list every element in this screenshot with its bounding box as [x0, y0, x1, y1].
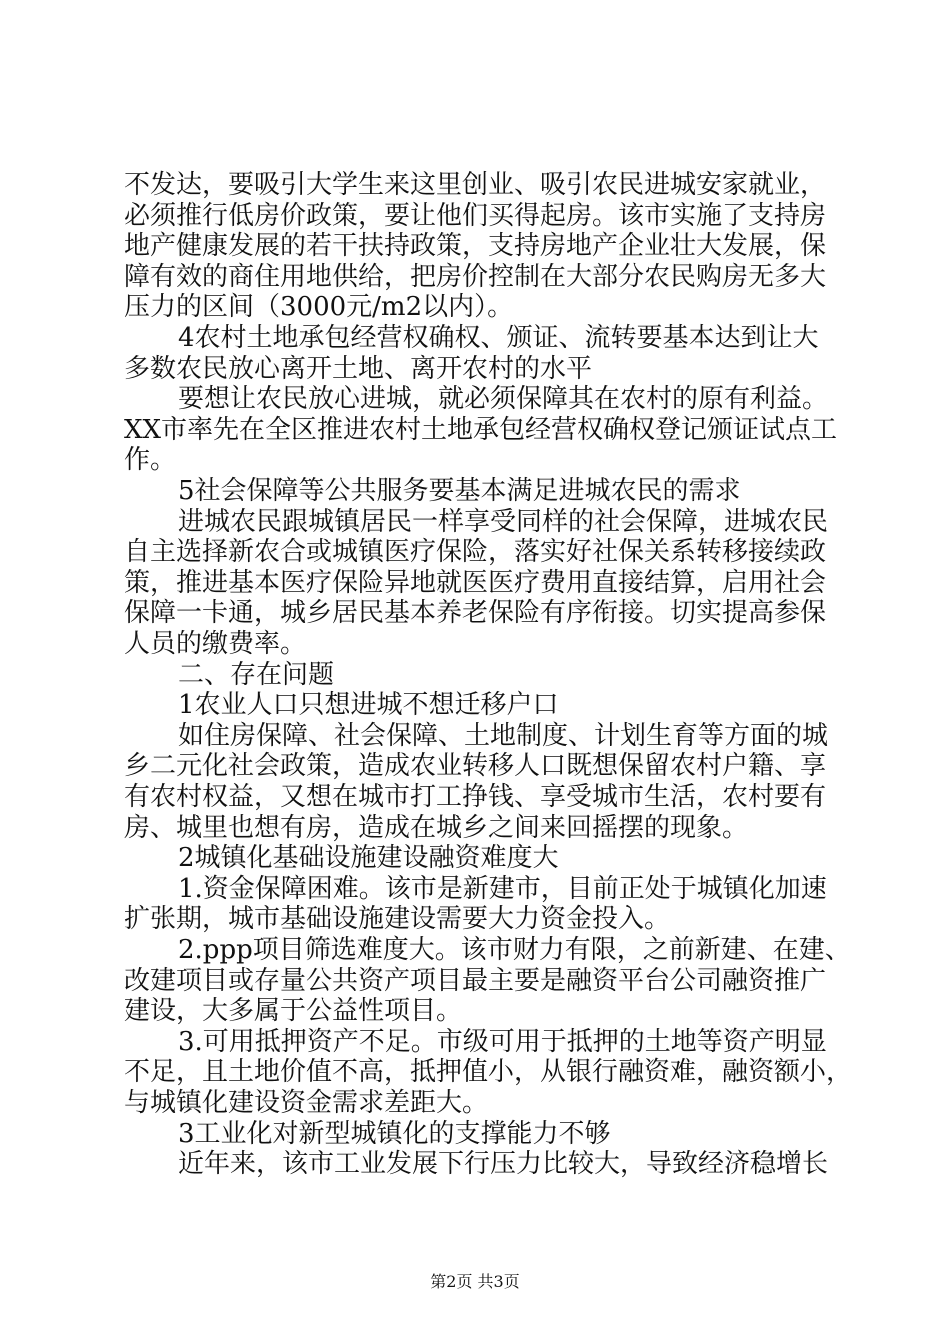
text-line-14: 策，推进基本医疗保险异地就医医疗费用直接结算，启用社会: [124, 568, 827, 598]
text-line-26: 2.ppp项目筛选难度大。该市财力有限，之前新建、在建、: [178, 935, 851, 965]
text-line-31: 与城镇化建设资金需求差距大。: [124, 1088, 489, 1118]
text-line-15: 保障一卡通，城乡居民基本养老保险有序衔接。切实提高参保: [124, 598, 827, 628]
text-line-12: 进城农民跟城镇居民一样享受同样的社会保障，进城农民: [178, 507, 829, 537]
text-line-9: XX市率先在全区推进农村土地承包经营权确权登记颁证试点工: [124, 415, 838, 445]
text-line-2: 必须推行低房价政策，要让他们买得起房。该市实施了支持房: [124, 201, 827, 231]
section-heading-5: 5社会保障等公共服务要基本满足进城农民的需求: [178, 476, 741, 506]
page-footer: 第2页 共3页: [430, 1272, 520, 1291]
section-heading-4: 4农村土地承包经营权确权、颁证、流转要基本达到让大: [178, 323, 819, 353]
text-line-29: 3.可用抵押资产不足。市级可用于抵押的土地等资产明显: [178, 1027, 827, 1057]
text-line-27: 改建项目或存量公共资产项目最主要是融资平台公司融资推广: [124, 966, 827, 996]
text-line-30: 不足，且土地价值不高，抵押值小，从银行融资难，融资额小，: [124, 1057, 853, 1087]
text-line-22: 房、城里也想有房，造成在城乡之间来回摇摆的现象。: [124, 813, 749, 843]
text-line-21: 有农村权益，又想在城市打工挣钱、享受城市生活，农村要有: [124, 782, 827, 812]
text-line-28: 建设，大多属于公益性项目。: [124, 996, 463, 1026]
text-line-13: 自主选择新农合或城镇医疗保险，落实好社保关系转移接续政: [124, 537, 827, 567]
section-heading-problems: 二、存在问题: [178, 660, 335, 690]
text-line-25: 扩张期，城市基础设施建设需要大力资金投入。: [124, 904, 671, 934]
text-line-1: 不发达，要吸引大学生来这里创业、吸引农民进城安家就业，: [124, 170, 827, 200]
text-line-20: 乡二元化社会政策，造成农业转移人口既想保留农村户籍、享: [124, 751, 827, 781]
subheading-2: 2城镇化基础设施建设融资难度大: [178, 843, 559, 873]
text-line-7: 多数农民放心离开土地、离开农村的水平: [124, 354, 593, 384]
subheading-1: 1农业人口只想进城不想迁移户口: [178, 690, 559, 720]
subheading-3: 3工业化对新型城镇化的支撑能力不够: [178, 1119, 611, 1149]
text-line-19: 如住房保障、社会保障、土地制度、计划生育等方面的城: [178, 721, 829, 751]
text-line-24: 1.资金保障困难。该市是新建市，目前正处于城镇化加速: [178, 874, 827, 904]
text-line-8: 要想让农民放心进城，就必须保障其在农村的原有利益。: [178, 384, 829, 414]
text-line-5: 压力的区间（3000元/m2以内）。: [124, 292, 514, 322]
text-line-33: 近年来，该市工业发展下行压力比较大，导致经济稳增长: [178, 1149, 829, 1179]
text-line-10: 作。: [124, 445, 177, 475]
text-line-16: 人员的缴费率。: [124, 629, 307, 659]
text-line-3: 地产健康发展的若干扶持政策，支持房地产企业壮大发展，保: [124, 231, 827, 261]
text-line-4: 障有效的商住用地供给，把房价控制在大部分农民购房无多大: [124, 262, 827, 292]
